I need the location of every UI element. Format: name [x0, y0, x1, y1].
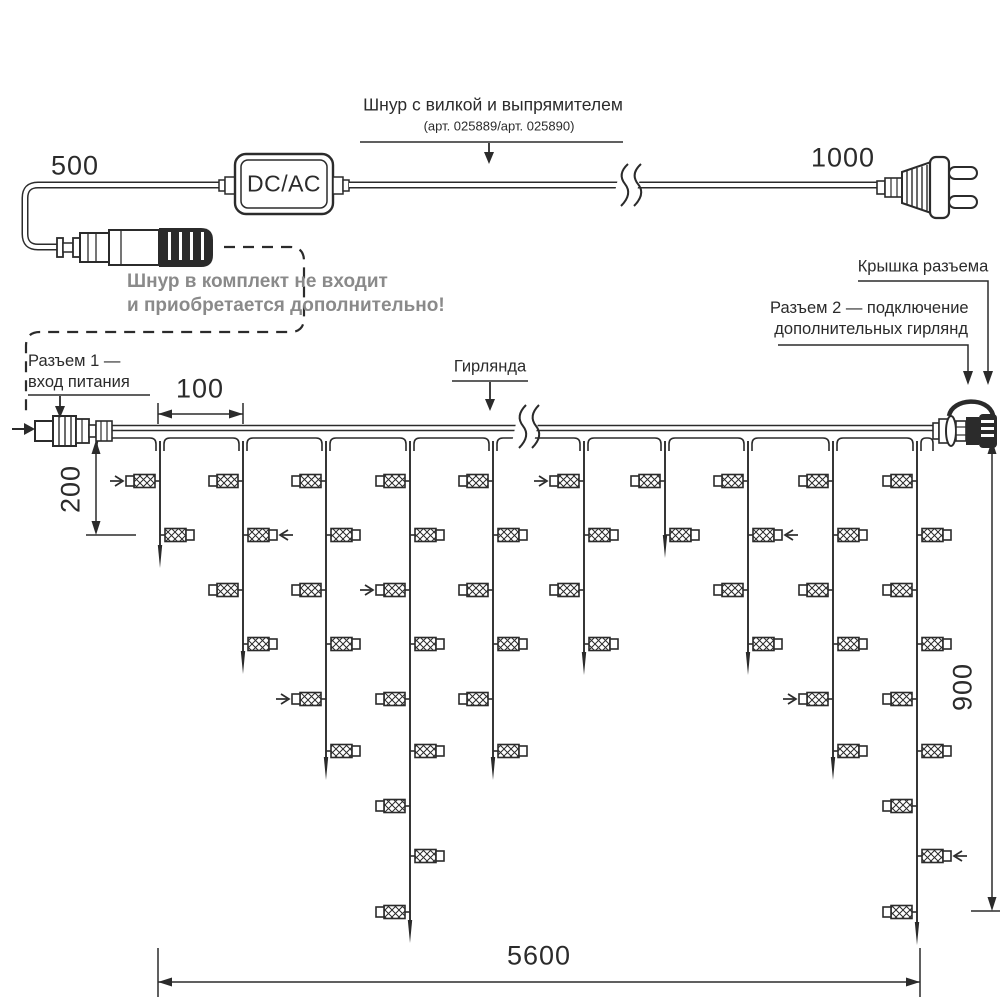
led-lamp-cap — [209, 476, 217, 486]
led-lamp-cap — [714, 585, 722, 595]
led-lamp-icon — [498, 529, 519, 542]
led-lamp-icon — [922, 850, 943, 863]
led-lamp-cap — [436, 851, 444, 861]
led-lamp-icon — [134, 475, 155, 488]
led-lamp-cap — [799, 476, 807, 486]
dimension-100 — [158, 403, 243, 424]
led-lamp-icon — [498, 638, 519, 651]
down-arrow-icon — [963, 371, 973, 385]
wire-loop — [588, 438, 661, 451]
dim-label-5600: 5600 — [506, 940, 572, 971]
connector1-label-line2: вход питания — [28, 373, 130, 391]
led-lamp-cap — [519, 746, 527, 756]
drop-tip-icon — [915, 922, 919, 945]
led-lamp-icon — [384, 584, 405, 597]
led-lamp-icon — [467, 584, 488, 597]
led-lamp-cap — [883, 585, 891, 595]
led-lamp-cap — [352, 746, 360, 756]
connector1-label-leader — [28, 395, 150, 418]
cord-label-leader — [360, 142, 623, 164]
led-lamp-cap — [610, 639, 618, 649]
wire-loop — [921, 438, 933, 451]
led-lamp-cap — [376, 801, 384, 811]
led-lamp-cap — [859, 639, 867, 649]
led-lamp-cap — [883, 801, 891, 811]
garland-label-leader — [452, 381, 528, 411]
led-lamp-icon — [891, 475, 912, 488]
led-lamp-cap — [376, 694, 384, 704]
led-lamp-cap — [436, 530, 444, 540]
led-lamp-icon — [891, 584, 912, 597]
led-lamp-icon — [248, 638, 269, 651]
led-lamp-icon — [922, 529, 943, 542]
led-lamp-cap — [883, 476, 891, 486]
led-lamp-icon — [467, 475, 488, 488]
drop-tip-icon — [831, 757, 835, 780]
drop-tip-icon — [324, 757, 328, 780]
led-lamp-icon — [558, 584, 579, 597]
led-lamp-cap — [799, 585, 807, 595]
led-lamp-cap — [352, 639, 360, 649]
led-lamp-cap — [519, 530, 527, 540]
led-lamp-cap — [943, 851, 951, 861]
led-lamp-cap — [126, 476, 134, 486]
down-arrow-icon — [485, 399, 495, 411]
led-lamp-cap — [883, 694, 891, 704]
dim-label-500: 500 — [50, 150, 100, 181]
cord-subtitle: (арт. 025889/арт. 025890) — [423, 118, 575, 134]
garland-drawing — [97, 428, 967, 945]
note-line2: и приобретается дополнительно! — [127, 295, 445, 316]
led-lamp-cap — [943, 530, 951, 540]
cord-title: Шнур с вилкой и выпрямителем — [363, 94, 623, 115]
led-lamp-cap — [376, 907, 384, 917]
dcac-label: DC/AC — [246, 170, 322, 197]
dashed-arrowhead-icon — [24, 423, 35, 435]
led-lamp-cap — [859, 530, 867, 540]
led-lamp-icon — [558, 475, 579, 488]
led-lamp-icon — [589, 529, 610, 542]
led-lamp-icon — [300, 693, 321, 706]
power-cord-1000 — [349, 163, 878, 207]
led-lamp-cap — [292, 585, 300, 595]
led-lamp-cap — [209, 585, 217, 595]
led-lamp-icon — [589, 638, 610, 651]
dimension-200 — [86, 440, 136, 535]
connector-2-icon — [933, 402, 997, 448]
wire-loop — [669, 438, 744, 451]
led-lamp-icon — [331, 638, 352, 651]
wire-loop — [414, 438, 489, 451]
led-lamp-cap — [459, 476, 467, 486]
led-lamp-cap — [774, 639, 782, 649]
led-lamp-icon — [807, 693, 828, 706]
led-lamp-cap — [631, 476, 639, 486]
wire-loop — [752, 438, 829, 451]
led-lamp-cap — [436, 639, 444, 649]
led-lamp-cap — [376, 585, 384, 595]
led-lamp-cap — [459, 694, 467, 704]
led-lamp-icon — [331, 745, 352, 758]
led-lamp-icon — [753, 529, 774, 542]
led-lamp-icon — [415, 745, 436, 758]
drop-tip-icon — [158, 545, 162, 568]
led-lamp-icon — [300, 475, 321, 488]
led-lamp-icon — [838, 745, 859, 758]
led-lamp-icon — [753, 638, 774, 651]
led-lamp-icon — [217, 475, 238, 488]
connector2-label-line1: Разъем 2 — подключение — [770, 299, 969, 317]
led-lamp-cap — [799, 694, 807, 704]
led-lamp-icon — [384, 906, 405, 919]
led-lamp-icon — [891, 906, 912, 919]
led-lamp-icon — [467, 693, 488, 706]
led-lamp-icon — [217, 584, 238, 597]
not-included-note — [127, 270, 445, 318]
led-lamp-icon — [384, 800, 405, 813]
led-lamp-cap — [186, 530, 194, 540]
led-lamp-icon — [248, 529, 269, 542]
dim-label-100: 100 — [175, 373, 225, 404]
led-lamp-cap — [436, 746, 444, 756]
led-lamp-cap — [550, 476, 558, 486]
cap-label: Крышка разъема — [857, 257, 989, 276]
led-lamp-icon — [498, 745, 519, 758]
led-lamp-cap — [292, 694, 300, 704]
led-lamp-icon — [300, 584, 321, 597]
drop-tip-icon — [408, 920, 412, 943]
wire-loop — [837, 438, 913, 451]
connector1-label-line1: Разъем 1 — — [28, 352, 121, 370]
led-lamp-cap — [943, 639, 951, 649]
led-lamp-icon — [384, 475, 405, 488]
led-lamp-icon — [165, 529, 186, 542]
led-lamp-icon — [807, 475, 828, 488]
led-lamp-icon — [415, 529, 436, 542]
dim-label-900: 900 — [947, 662, 978, 712]
garland-label: Гирлянда — [453, 357, 527, 376]
down-arrow-icon — [484, 152, 494, 164]
drop-tip-icon — [241, 651, 245, 674]
drop-tip-icon — [663, 535, 667, 558]
led-lamp-icon — [891, 800, 912, 813]
led-lamp-cap — [691, 530, 699, 540]
connector2-label-line2: дополнительных гирлянд — [774, 320, 968, 338]
connector2-label-leader — [778, 345, 973, 385]
wire-loop — [330, 438, 406, 451]
connector2-label — [770, 298, 968, 340]
led-lamp-cap — [774, 530, 782, 540]
plug-icon — [877, 157, 977, 218]
led-lamp-cap — [714, 476, 722, 486]
led-lamp-cap — [269, 530, 277, 540]
led-lamp-icon — [331, 529, 352, 542]
led-lamp-cap — [459, 585, 467, 595]
led-lamp-cap — [352, 530, 360, 540]
wire-loop — [247, 438, 322, 451]
led-lamp-icon — [415, 638, 436, 651]
dim-label-200: 200 — [55, 464, 86, 514]
led-lamp-icon — [670, 529, 691, 542]
led-lamp-icon — [415, 850, 436, 863]
connector-cap-icon — [949, 402, 993, 416]
drop-tip-icon — [746, 652, 750, 675]
wire-loop — [164, 438, 239, 451]
led-lamp-icon — [891, 693, 912, 706]
led-lamp-cap — [376, 476, 384, 486]
led-lamp-cap — [943, 746, 951, 756]
led-lamp-icon — [922, 638, 943, 651]
led-lamp-cap — [883, 907, 891, 917]
led-lamp-cap — [269, 639, 277, 649]
led-lamp-icon — [838, 529, 859, 542]
drop-tip-icon — [491, 757, 495, 780]
led-lamp-icon — [722, 475, 743, 488]
connector1-label — [28, 351, 130, 393]
connector-1-icon — [35, 416, 112, 446]
note-line1: Шнур в комплект не входит — [127, 271, 388, 292]
led-lamp-cap — [292, 476, 300, 486]
led-lamp-icon — [722, 584, 743, 597]
cord-connector-icon — [57, 228, 213, 267]
dim-label-1000: 1000 — [810, 142, 876, 173]
down-arrow-icon — [983, 371, 993, 385]
led-lamp-icon — [807, 584, 828, 597]
drop-tip-icon — [582, 652, 586, 675]
led-lamp-cap — [550, 585, 558, 595]
led-lamp-cap — [519, 639, 527, 649]
led-lamp-cap — [859, 746, 867, 756]
led-lamp-icon — [384, 693, 405, 706]
led-lamp-cap — [610, 530, 618, 540]
led-lamp-icon — [838, 638, 859, 651]
led-lamp-icon — [922, 745, 943, 758]
led-lamp-icon — [639, 475, 660, 488]
